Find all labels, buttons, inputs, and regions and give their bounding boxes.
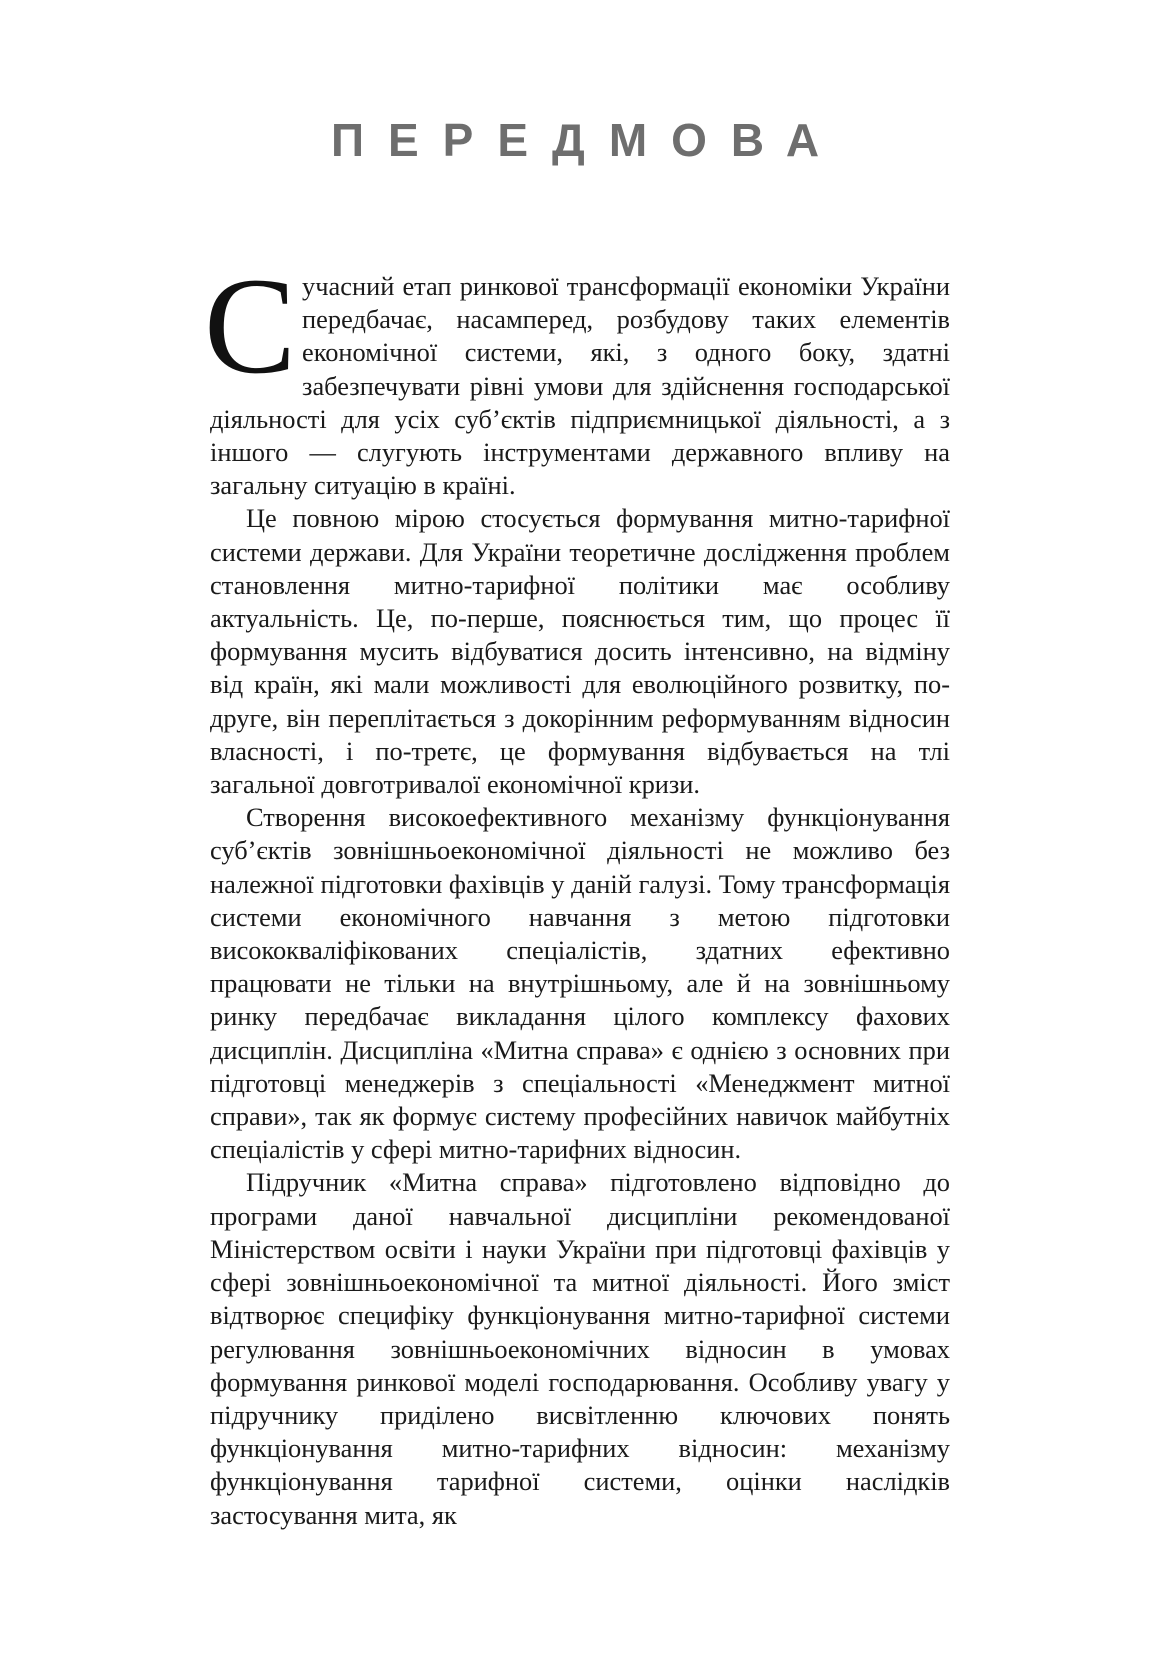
body-text [204,249,950,1532]
drop-cap: С [204,249,297,402]
paragraph-1-text: учасний етап ринкової трансформації економіки України передбачає, насамперед, розбудову таких елементів економічної системи, які, з одного боку, здатні забезпечувати рівні умови для здійснення господарської діяльності для усіх суб’єктів підприємницької діяльності, а з іншого — слугують інструментами державного впливу на загальну ситуацію в країні. [210,271,950,501]
paragraph-4: Підручник «Митна справа» підготовлено відповідно до програми даної навчальної дисципліни рекомендованої Міністерством освіти і науки України при підготовці фахівців у сфері зовнішньоекономічної та митної діяльності. Його зміст відтворює специфіку функціонування митно-тарифної системи регулювання зовнішньоекономічних відносин в умовах формування ринкової моделі господарювання. Особливу увагу у підручнику приділено висвітленню ключових понять функціонування митно-тарифних відносин: механізму функціонування тарифної системи, оцінки наслідків застосування мита, як [210,1167,950,1530]
paragraph-3: Створення високоефективного механізму функціонування суб’єктів зовнішньоекономічної діяльності не можливо без належної підготовки фахівців у даній галузі. Тому трансформація системи економічного навчання з метою підготовки висококваліфікованих спеціалістів, здатних ефективно працювати не тільки на внутрішньому, але й на зовнішньому ринку передбачає викладання цілого комплексу фахових дисциплін. Дисципліна «Митна справа» є однією з основних при підготовці менеджерів з спеціальності «Менеджмент митної справи», так як формує систему професійних навичок майбутніх спеціалістів у сфері митно-тарифних відносин. [210,802,950,1165]
page-title: ПЕРЕДМОВА [330,114,844,166]
paragraph-2: Це повною мірою стосується формування митно-тарифної системи держави. Для України теоретичне дослідження проблем становлення митно-тарифної політики має особливу актуальність. Це, по-перше, пояснюється тим, що процес її формування мусить відбуватися досить інтенсивно, на відміну від країн, які мали можливості для еволюційного розвитку, по-друге, він переплітається з докорінним реформуванням відносин власності, і по-третє, це формування відбувається на тлі загальної довготривалої економічної кризи. [210,503,950,800]
paragraph-1 [204,249,950,502]
